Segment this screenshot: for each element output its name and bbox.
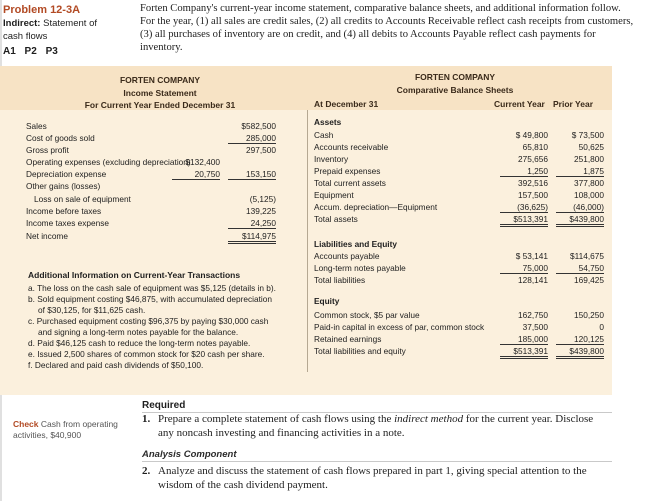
- bs-asset-current: 392,516: [518, 178, 548, 188]
- bs-liability-current: $ 53,141: [515, 251, 548, 261]
- is-row-label: Other gains (losses): [26, 181, 101, 191]
- bs-equity-title: Equity: [314, 296, 340, 306]
- bs-asset-current: $ 49,800: [515, 130, 548, 140]
- required-title: Required: [142, 400, 186, 411]
- problem-subtitle-line2: cash flows: [3, 31, 48, 42]
- bs-equity-label: Retained earnings: [314, 334, 382, 344]
- bs-asset-label: Cash: [314, 130, 334, 140]
- q1-number: 1.: [142, 413, 151, 425]
- bs-asset-label: Inventory: [314, 154, 349, 164]
- bs-liability-current: 128,141: [518, 275, 548, 285]
- is-row-amount-2: 24,250: [228, 218, 276, 229]
- bs-assets-title: Assets: [314, 117, 342, 127]
- q1-line1: [158, 413, 593, 426]
- learning-codes: A1 P2 P3: [3, 46, 58, 57]
- problem-title: Problem 12-3A: [3, 4, 81, 16]
- bs-asset-prior: $ 73,500: [571, 130, 604, 140]
- bs-asset-prior: 251,800: [574, 154, 604, 164]
- bs-asset-label: Total current assets: [314, 178, 386, 188]
- q2-line2: wisdom of the cash dividend payment.: [158, 479, 328, 491]
- additional-info-item: f. Declared and paid cash dividends of $50,100.: [28, 360, 204, 370]
- additional-info-item: and signing a long-term notes payable for the balance.: [38, 327, 239, 337]
- bs-liability-label: Total liabilities: [314, 275, 366, 285]
- bs-liab-title: Liabilities and Equity: [314, 239, 397, 249]
- is-row-label: Operating expenses (excluding depreciation): [26, 157, 191, 167]
- q1-pre: Prepare a complete statement of cash flows using the: [158, 413, 395, 425]
- bs-liability-prior: $114,675: [570, 251, 604, 261]
- bs-asset-current: 157,500: [518, 190, 548, 200]
- q1-emphasis: indirect method: [394, 413, 464, 425]
- bs-asset-prior: $439,800: [556, 214, 604, 227]
- problem-subtitle: [3, 18, 97, 29]
- is-row-label: Sales: [26, 121, 47, 131]
- bs-asset-label: Accum. depreciation—Equipment: [314, 202, 438, 212]
- check-label: Check: [13, 419, 39, 429]
- is-row-label: Income taxes expense: [26, 218, 110, 228]
- bs-col-current: Current Year: [494, 99, 545, 109]
- bs-equity-prior: 0: [599, 322, 604, 332]
- is-row-amount-2: 297,500: [246, 145, 276, 155]
- bs-asset-current: 1,250: [500, 166, 548, 177]
- bs-asset-label: Equipment: [314, 190, 354, 200]
- is-row-amount-2: $582,500: [241, 121, 276, 131]
- statements-divider: [307, 110, 308, 372]
- bs-equity-current: 162,750: [518, 310, 548, 320]
- bs-liability-prior: 169,425: [574, 275, 604, 285]
- bs-equity-label: Total liabilities and equity: [314, 346, 406, 356]
- additional-info-item: d. Paid $46,125 cash to reduce the long-term notes payable.: [28, 338, 251, 348]
- bs-col-prior: Prior Year: [553, 99, 594, 109]
- bs-asset-current: (36,625): [500, 202, 548, 213]
- q2-number: 2.: [142, 465, 151, 477]
- additional-info-item: a. The loss on the cash sale of equipment was $5,125 (details in b).: [28, 283, 276, 293]
- is-row-label: Depreciation expense: [26, 169, 107, 179]
- bs-asset-current: 275,656: [518, 154, 548, 164]
- bs-equity-prior: $439,800: [556, 346, 604, 359]
- bs-asset-label: Prepaid expenses: [314, 166, 381, 176]
- bs-asset-label: Accounts receivable: [314, 142, 389, 152]
- analysis-title: Analysis Component: [142, 449, 237, 460]
- is-row-amount-1: 20,750: [172, 169, 220, 180]
- bs-equity-prior: 120,125: [556, 334, 604, 345]
- additional-info-title: Additional Information on Current-Year Transactions: [28, 270, 241, 280]
- check-figure: [13, 419, 118, 441]
- bs-asset-current: 65,810: [522, 142, 548, 152]
- check-text-1: Cash from operating: [40, 419, 118, 429]
- bs-asset-prior: (46,000): [556, 202, 604, 213]
- is-row-label: Loss on sale of equipment: [34, 194, 131, 204]
- additional-info-item: c. Purchased equipment costing $96,375 by paying $30,000 cash: [28, 316, 269, 326]
- bs-asset-prior: 108,000: [574, 190, 604, 200]
- additional-info-item: of $30,125, for $11,625 cash.: [38, 305, 146, 315]
- is-row-amount-2: 153,150: [228, 169, 276, 180]
- bs-equity-current: 37,500: [522, 322, 548, 332]
- bs-liability-current: 75,000: [500, 263, 548, 274]
- is-header-company: FORTEN COMPANY: [119, 75, 201, 85]
- subtitle-rest: Statement of: [43, 18, 97, 29]
- bs-equity-prior: 150,250: [574, 310, 604, 320]
- bs-liability-label: Long-term notes payable: [314, 263, 406, 273]
- is-row-label: Net income: [26, 231, 68, 241]
- bs-asset-prior: 50,625: [578, 142, 604, 152]
- bs-asset-prior: 377,800: [574, 178, 604, 188]
- bs-asset-current: $513,391: [500, 214, 548, 227]
- bs-header-title: Comparative Balance Sheets: [396, 85, 514, 95]
- bs-header-company: FORTEN COMPANY: [414, 72, 496, 82]
- is-header-period: For Current Year Ended December 31: [84, 100, 236, 110]
- analysis-rule: [142, 461, 612, 462]
- is-row-label: Cost of goods sold: [26, 133, 95, 143]
- q1-post: for the current year. Disclose: [463, 413, 594, 425]
- bs-equity-current: $513,391: [500, 346, 548, 359]
- bs-equity-label: Paid-in capital in excess of par, common stock: [314, 322, 485, 332]
- problem-intro: Forten Company's current-year income statement, comparative balance sheets, and additional information follow. For the year, (1) all sales are credit sales, (2) all credits to Accounts Receivable reflect cash receipts from customers, (3) all purchases of inventory are on credit, and (4) all debits to Accounts Payable reflect cash payments for inventory.: [140, 3, 634, 53]
- additional-info-item: b. Sold equipment costing $46,875, with accumulated depreciation: [28, 294, 272, 304]
- is-row-label: Gross profit: [26, 145, 69, 155]
- is-row-amount-2: (5,125): [249, 194, 276, 204]
- bs-asset-prior: 1,875: [556, 166, 604, 177]
- bs-equity-label: Common stock, $5 par value: [314, 310, 420, 320]
- bs-liability-label: Accounts payable: [314, 251, 380, 261]
- bs-equity-current: 185,000: [500, 334, 548, 345]
- is-row-amount-2: 139,225: [246, 206, 276, 216]
- is-row-amount-2: 285,000: [228, 133, 276, 144]
- bs-asset-label: Total assets: [314, 214, 358, 224]
- is-row-amount-1: $132,400: [185, 157, 220, 167]
- subtitle-bold: Indirect:: [3, 18, 41, 29]
- check-text-2: activities, $40,900: [13, 430, 82, 440]
- is-row-amount-2: $114,975: [228, 231, 276, 244]
- bs-col-date: At December 31: [314, 99, 379, 109]
- is-header-title: Income Statement: [123, 88, 197, 98]
- additional-info-item: e. Issued 2,500 shares of common stock for $20 cash per share.: [28, 349, 265, 359]
- bs-liability-prior: 54,750: [556, 263, 604, 274]
- q1-line2: any noncash investing and financing activities in a note.: [158, 427, 405, 439]
- is-row-label: Income before taxes: [26, 206, 102, 216]
- q2-line1: Analyze and discuss the statement of cash flows prepared in part 1, giving special attention to the: [158, 465, 587, 477]
